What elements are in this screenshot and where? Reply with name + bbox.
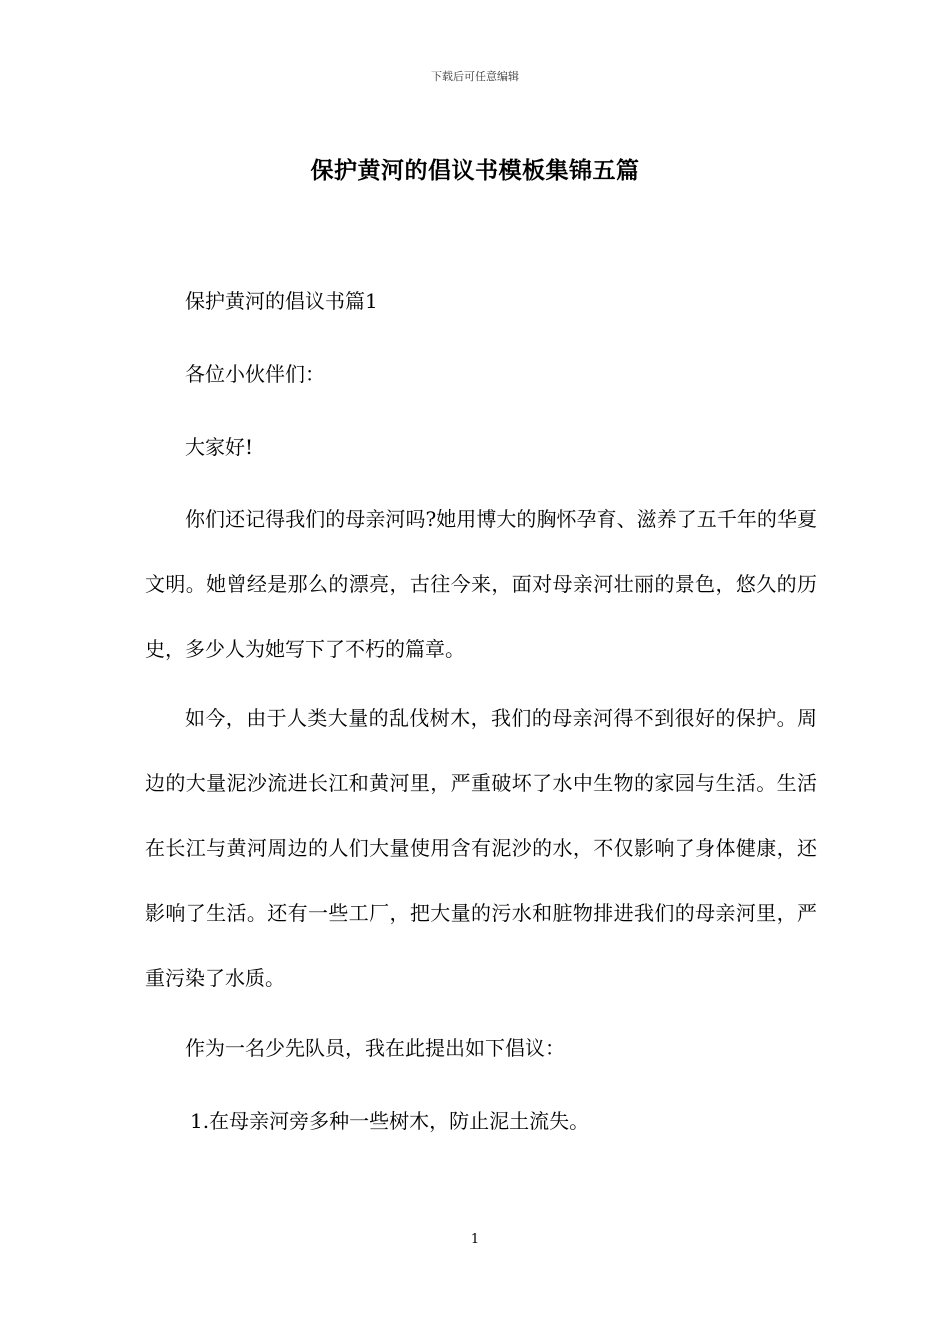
document-body <box>145 278 817 1171</box>
header-note: 下载后可任意编辑 <box>431 70 519 83</box>
list-item: 1.在母亲河旁多种一些树木，防止泥土流失。 <box>190 1109 590 1133</box>
section-heading: 保护黄河的倡议书篇1 <box>185 289 378 313</box>
paragraph-1: 你们还记得我们的母亲河吗?她用博大的胸怀孕育、滋养了五千年的华夏文明。她曾经是那么的漂亮，古往今来，面对母亲河壮丽的景色，悠久的历史，多少人为她写下了不朽的篇章。 <box>145 507 817 661</box>
greeting: 各位小伙伴们： <box>185 362 325 386</box>
paragraph-3: 作为一名少先队员，我在此提出如下倡议： <box>185 1036 565 1060</box>
page-number: 1 <box>470 1232 480 1247</box>
salutation: 大家好! <box>185 435 254 459</box>
paragraph-2: 如今，由于人类大量的乱伐树木，我们的母亲河得不到很好的保护。周边的大量泥沙流进长江和黄河里，严重破坏了水中生物的家园与生活。生活在长江与黄河周边的人们大量使用含有泥沙的水，不仅影响了身体健康，还影响了生活。还有一些工厂，把大量的污水和脏物排进我们的母亲河里，严重污染了水质。 <box>145 706 817 990</box>
document-title: 保护黄河的倡议书模板集锦五篇 <box>310 157 640 184</box>
paragraph-group <box>145 487 817 1011</box>
